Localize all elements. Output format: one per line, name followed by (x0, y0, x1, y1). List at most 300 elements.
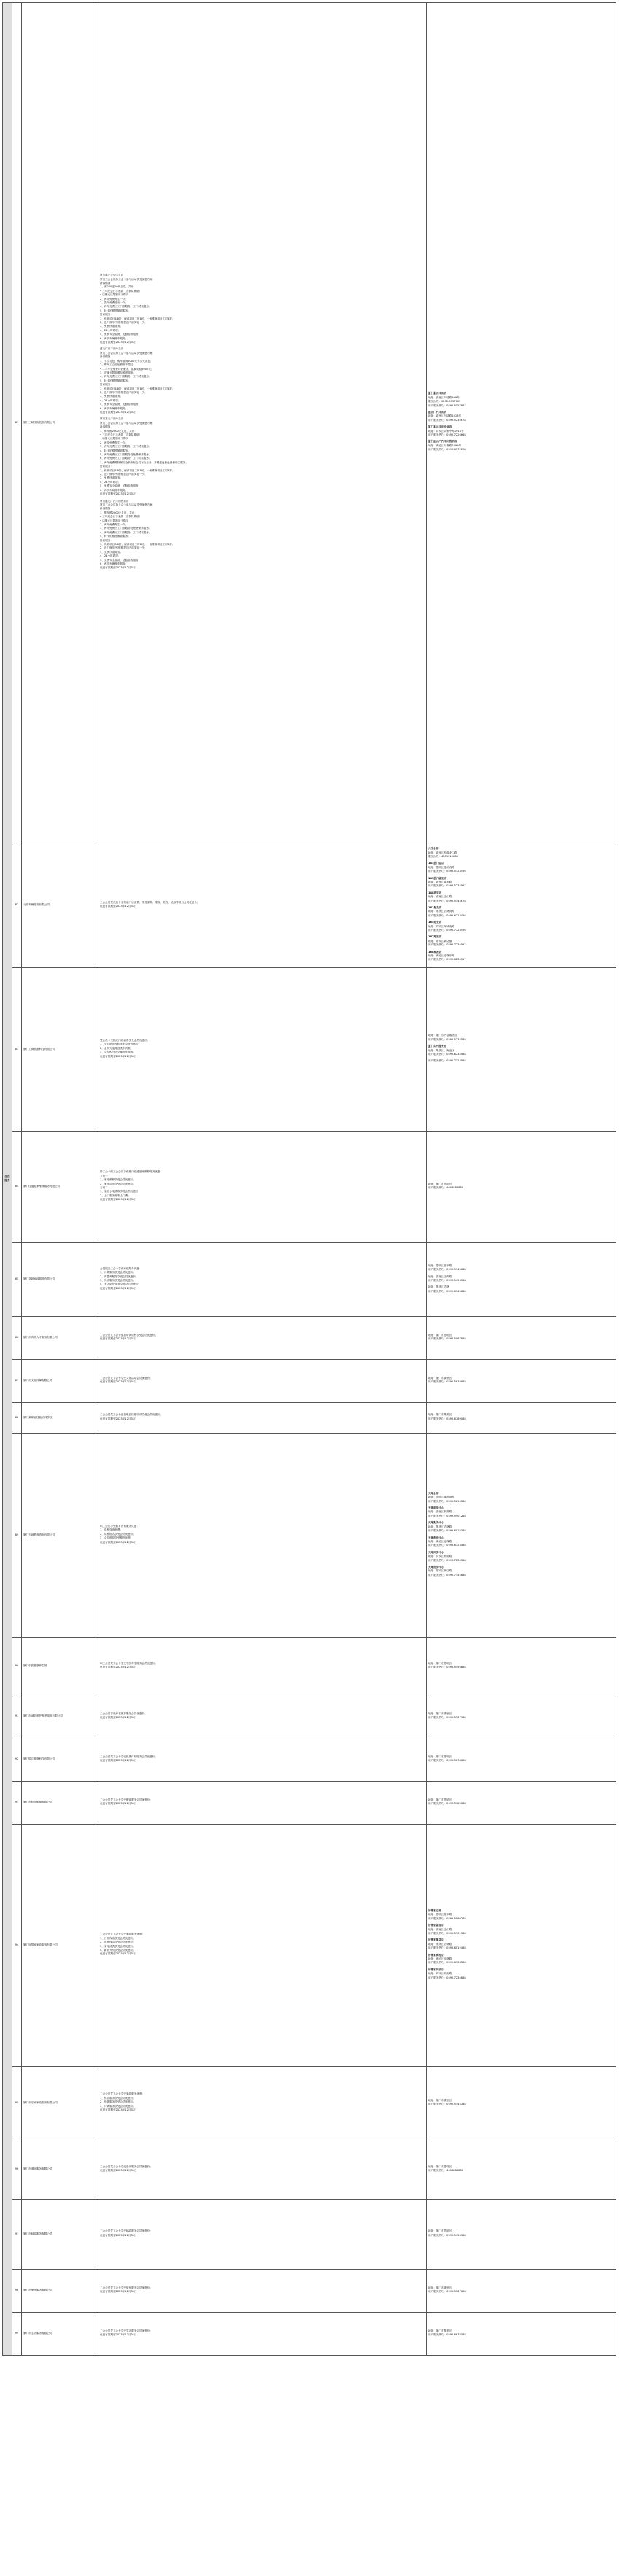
row-number: 90 (12, 1638, 22, 1695)
offer-cell (98, 1243, 427, 1317)
offer-line: 新春赠饰 (100, 425, 111, 429)
store-line: 地址：湖里区马垅路599号 (428, 395, 460, 399)
offer-line: 3、免费快道服务； (100, 550, 123, 554)
store-block (428, 1034, 614, 1042)
offer-line: 2、进厂修车/维修赠提送内部美容一次； (100, 546, 147, 550)
store-block (428, 1377, 614, 1385)
store-block (428, 1909, 614, 1921)
offer-line: 1、课程咨询免费； (100, 1528, 123, 1532)
merchant-name: 厦门市通讯服务有限公司 (22, 2140, 98, 2200)
offer-line: • 三年纪念日手表款（含套装系统） (100, 433, 142, 437)
offer-line: 厦门工会会员持工会卡参与活动享受优惠方案： (100, 503, 155, 506)
store-line: 用户服务热线：0592-5567988 (428, 1716, 466, 1719)
store-line: 用户服务热线：0592-5890188 (428, 1499, 466, 1503)
store-line: 用户服务热线：0592-5567888 (428, 1337, 466, 1340)
store-cell (427, 1360, 616, 1403)
store-line: 用户服务热线：0592-5890288 (428, 1916, 466, 1920)
offer-line: • 店铺元旦限额用于购买 (100, 293, 129, 297)
store-line: 好帮家湖里店 (428, 1924, 444, 1927)
store-line: 用户服务热线：0592-6234588 (428, 1052, 466, 1056)
table-row (3, 2313, 616, 2356)
offer-line: 4、老人陪护服务享受会员优惠价； (100, 1283, 142, 1286)
row-number: 91 (12, 1695, 22, 1738)
offer-line: 新春赠饰 (100, 507, 111, 511)
store-block (428, 891, 614, 903)
offer-line: 2、两年免费每生一次； (100, 441, 128, 444)
offer-block (100, 274, 425, 344)
offer-line: 5、转卡的赠签额面服务； (100, 379, 131, 382)
offer-line: 厦门盛元广汽丰田售后店 (100, 499, 129, 503)
store-cell (427, 968, 616, 1132)
store-line: 用户服务热线：0592-7234567 (428, 943, 466, 947)
offer-line: 工会会员凭工会卡享受通讯服务会员优惠价； (100, 2165, 152, 2168)
store-line: 厦门岛外服务点 (428, 1045, 447, 1048)
offer-line: 工会会员凭工会卡享受生活服务会员优惠价； (100, 2329, 152, 2332)
offer-line: 6、两次车辆修车服务； (100, 336, 128, 340)
offer-line: 3、两年免费出工门面服务及免费保养服务； (100, 527, 152, 530)
offer-line: 7、两年免费赠除保险全新所有会员车险业务，并赠送免检免费使用区服务； (100, 460, 188, 464)
offer-line: 工会会员凭工会卡享受配镜服务会员优惠价； (100, 1798, 152, 1801)
store-line: 用户服务热线：4008888888 (428, 2169, 464, 2172)
offer-line: 1、购车赠2000元礼包，共计： (100, 511, 137, 514)
row-number: 97 (12, 2200, 22, 2270)
offer-cell (98, 843, 427, 968)
offer-line: 1、满200送50代金券，共计： (100, 285, 136, 289)
store-line: 好帮家海沧店 (428, 1953, 444, 1957)
store-cell (427, 2067, 616, 2140)
store-cell (427, 1434, 616, 1638)
offer-line: 4、24小时救援； (100, 398, 121, 402)
merchant-name: 厦门市育英人才服务有限公司 (22, 1317, 98, 1360)
offer-line: 5、免费安全检测、轮胎检查服务； (100, 558, 142, 562)
offers-table-body (3, 3, 616, 2356)
offer-line: 6、两次车辆修车服务； (100, 406, 128, 410)
store-line: 168海沧店 (428, 950, 442, 954)
table-row (3, 1132, 616, 1243)
merchant-name: 厦门市乐家家政服务有限公司 (22, 2067, 98, 2140)
store-line: 厦门嘉元丰田专业店 (428, 425, 452, 429)
merchant-name: 元亨车辆服务有限公司 (22, 843, 98, 968)
offer-line: 3、店铺无限期赠品额度服务； (100, 371, 136, 374)
offer-line: 工会会员凭工会卡享受家政服务优惠： (100, 2092, 145, 2096)
table-row (3, 3, 616, 843)
offer-line: 售后服务： (100, 313, 113, 317)
store-line: 服务热线：0592-5557705 (428, 400, 461, 403)
offer-line: 优惠有效期至2023年12月31日 (100, 1198, 137, 1202)
offer-line: 优惠有效期至2023年12月31日 (100, 1337, 137, 1340)
offer-block (100, 1525, 425, 1544)
offer-line: 2、进厂修车/维修赠提送内部美容一次； (100, 321, 147, 325)
offer-line: 1、购车赠2000元礼包，共计： (100, 429, 137, 433)
offer-block (100, 1334, 425, 1342)
store-line: 地址：集美区杏林路 (428, 1525, 452, 1528)
store-line: 用户服务热线：0592-7123456 (428, 929, 466, 932)
store-line: 用户服务热线：0592-7226668 (428, 433, 466, 437)
offer-line: 6、两次车辆修车服务； (100, 562, 128, 566)
offer-line: 6、两年免费出工门面服务，工门试驾服务； (100, 457, 152, 460)
store-line: 用户服务热线：0592-6789088 (428, 1417, 466, 1420)
table-row (3, 1738, 616, 1782)
store-line: 用户服务热线：0592-5234588 (428, 1037, 466, 1041)
store-line: 用户服务热线：0592-7345688 (428, 1573, 466, 1577)
offer-line: 1、保养项目8.8折，保养项目工时8折，一般维修项目工时8折； (100, 317, 175, 320)
offer-line: • 三年纪念日手表款（含套装系统） (100, 515, 142, 519)
offer-line: 3、免费快道服务； (100, 476, 123, 480)
table-row (3, 968, 616, 1132)
store-block (428, 1551, 614, 1563)
store-line: 161集美店 (428, 906, 442, 909)
row-number: 94 (12, 1825, 22, 2067)
store-line: 用户服务热线：0592-5345788 (428, 2103, 466, 2105)
offer-line: 3、两年免费出工门面服务，工门试驾服务； (100, 445, 152, 449)
offer-line: 售后服务： (100, 465, 113, 468)
store-line: 地址：集美区杏林路 (428, 1942, 452, 1946)
offer-line: 2、会员充值赠送洗车次数； (100, 1046, 133, 1050)
offer-line: 3、保洁服务享受会员优惠价； (100, 1279, 136, 1282)
offer-line: 4、24小时救援； (100, 328, 121, 332)
store-line: 165同安店 (428, 921, 442, 924)
offer-line: 工会会员凭工会卡享受文化活动会员优惠价； (100, 1376, 152, 1380)
offer-cell (98, 1360, 427, 1403)
store-block (428, 2165, 614, 2173)
row-number: 82 (12, 843, 22, 968)
table-row (3, 1434, 616, 1638)
store-block (428, 1662, 614, 1670)
store-cell (427, 2313, 616, 2356)
store-cell (427, 843, 616, 968)
table-row (3, 843, 616, 968)
offer-line: 职工会员享受教育咨询服务优惠： (100, 1524, 139, 1528)
store-cell (427, 1638, 616, 1695)
store-line: 用户服务热线：0592-5901388 (428, 1931, 466, 1935)
offer-line: 工会会员凭工会卡参加培训课程享受会员优惠价； (100, 1333, 158, 1337)
offer-line: 5、转卡的赠签额面服务； (100, 309, 131, 312)
store-line: 地址：厦门市湖里区 (428, 2286, 452, 2289)
offer-cell (98, 2200, 427, 2270)
merchant-name: 厦门工商旅游科技有限公司 (22, 968, 98, 1132)
offer-line: 盛元广汽丰田专业店 (100, 347, 124, 351)
offer-block (100, 901, 425, 909)
offer-line: 售后服务： (100, 383, 113, 387)
row-number: 93 (12, 1782, 22, 1825)
store-line: 地址：思明区厦禾路 (428, 1913, 452, 1916)
offer-block (100, 417, 425, 496)
table-row (3, 1403, 616, 1434)
offer-block (100, 1712, 425, 1720)
table-row (3, 1782, 616, 1825)
offer-line: 2、保姆服务享受会员优惠价； (100, 2100, 136, 2104)
offer-line: 优惠有效期至2023年12月31日 (100, 1417, 137, 1420)
store-line: 地址：厦门市思明区 (428, 1333, 452, 1337)
offer-line: 1、保养项目8.8折，保养项目工时8折，一般维修项目工时8折； (100, 387, 175, 390)
offer-line: 3、家电清洗享受会员优惠价； (100, 1944, 136, 1948)
offer-line: 工会会员凭工会卡享受便民服务会员优惠价； (100, 2286, 152, 2289)
offer-line: 1、保养项目8.8折，保养项目工时8折，一般维修项目工时8折； (100, 468, 175, 472)
offer-line: 工会会员凭优惠卡至指定门店消费，享受保养、维修、美容、轮胎等项目会员优惠价； (100, 900, 200, 904)
store-line: 用户服务热线：0592-7234588 (428, 1558, 466, 1562)
store-line: 用户服务热线：0592-6123456 (428, 913, 466, 917)
row-number: 98 (12, 2270, 22, 2313)
store-block (428, 906, 614, 918)
store-block (428, 1968, 614, 1980)
merchant-name: 厦门某职业技能培训学校 (22, 1403, 98, 1434)
store-block (428, 1755, 614, 1763)
store-line: 地址：厦门市集美区 (428, 1413, 452, 1417)
merchant-name: 厦门市便民服务有限公司 (22, 2270, 98, 2313)
offer-line: 1、家庭水电维修享受会员优惠价； (100, 1190, 142, 1194)
store-block (428, 847, 614, 859)
offer-cell (98, 1638, 427, 1695)
store-line: 地址：海沧区沧林东路 (428, 954, 454, 958)
store-line: 用户服务热线：4008888888 (428, 1186, 464, 1189)
offer-cell (98, 2067, 427, 2140)
table-row (3, 1243, 616, 1317)
table-row (3, 2200, 616, 2270)
store-block (428, 1183, 614, 1191)
store-line: 地址：海沧区沧林路 (428, 1539, 452, 1543)
store-block (428, 1924, 614, 1935)
category-cell (3, 3, 12, 2356)
store-line: 地址：海沧区马青路1699号 (428, 444, 462, 447)
store-line: 盛元广汽丰田店 (428, 410, 447, 414)
offer-line: 3、月嫂服务享受会员优惠价； (100, 2104, 136, 2108)
offer-line: 2、两年免费每生一次； (100, 297, 128, 301)
offer-block (100, 1933, 425, 1956)
store-line: 地址：厦门市思明区 (428, 1182, 452, 1185)
store-line: 天地湖里中心 (428, 1506, 444, 1510)
offer-block (100, 1170, 425, 1202)
offer-block (100, 1413, 425, 1421)
store-line: 用户服务热线：0592-5678988 (428, 1380, 466, 1383)
store-line: 地址：集美区、海沧区 (428, 1048, 454, 1052)
offer-cell (98, 1825, 427, 2067)
offer-line: 2、购车工会礼包额度不超过： (100, 363, 136, 367)
store-block (428, 1566, 614, 1577)
store-line: 用户服务热线：0592-5456988 (428, 2233, 466, 2237)
store-line: 用户服务热线：0592-5789188 (428, 1802, 466, 1805)
store-block (428, 1492, 614, 1504)
store-cell (427, 1825, 616, 2067)
store-block (428, 1536, 614, 1548)
store-block (428, 1954, 614, 1965)
store-line: 好帮家总部 (428, 1908, 441, 1912)
offer-line: 2、上门服务免收上门费； (100, 1194, 131, 1197)
offer-block (100, 1798, 425, 1806)
row-number: 95 (12, 2067, 22, 2140)
offer-line: 优惠有效期至2023年12月31日 (100, 1540, 137, 1544)
offer-line: 售后服务： (100, 538, 113, 542)
store-line: 地址：海沧区沧林路 (428, 1957, 452, 1961)
offer-line: 优惠有效期至2023年12月31日 (100, 2333, 137, 2336)
offer-line: 1、家电维修享受会员优惠价； (100, 1178, 136, 1182)
store-cell (427, 1782, 616, 1825)
offer-line: 优惠有效期至2023年12月31日 (100, 1952, 137, 1956)
offer-line: • 二手车全免费评估服务，置换奖励8000元； (100, 367, 154, 371)
table-row (3, 2270, 616, 2313)
offer-line: 优惠有效期至2023年12月31日 (100, 1802, 137, 1805)
offer-block (100, 1662, 425, 1670)
offer-cell (98, 1434, 427, 1638)
store-line: 地址：同安区环城南路 (428, 924, 454, 928)
offer-line: 方案一 (100, 1174, 108, 1177)
store-block (428, 951, 614, 962)
table-row (3, 1638, 616, 1695)
store-line: 服务热线：4001310888 (428, 854, 458, 858)
offer-line: 1、日常保洁享受会员优惠价； (100, 1936, 136, 1940)
offer-line: 3、免费快道服务； (100, 395, 123, 398)
store-line: 地址：思明区嘉禾路 (428, 1264, 452, 1267)
offer-line: 4、新居开荒享受会员优惠价； (100, 1948, 136, 1952)
offer-line: 2、课程报名享受会员优惠价； (100, 1532, 136, 1536)
store-line: 用户服务热线：0592-5345678 (428, 899, 466, 902)
row-number: 86 (12, 1317, 22, 1360)
offer-line: 工会会员凭工会卡享受邮政服务会员优惠价； (100, 2229, 152, 2233)
offer-line: 1、保洁服务享受会员优惠价； (100, 2096, 136, 2100)
offer-block (100, 1377, 425, 1385)
store-cell (427, 2200, 616, 2270)
offer-line: 6、两次车辆修车服务； (100, 488, 128, 492)
offer-line: 5、两年免费出工门面服务及免费保养服务； (100, 453, 152, 457)
store-line: 地址：思明区莲前西路 (428, 865, 454, 869)
store-block (428, 921, 614, 932)
row-number: 81 (12, 3, 22, 843)
store-line: 143厦门总店 (428, 862, 444, 865)
offer-block (100, 2286, 425, 2294)
merchant-name: 厦门市生活服务有限公司 (22, 2313, 98, 2356)
offer-line: 优惠有效期至2023年12月31日 (100, 566, 137, 570)
offer-line: 4、两年免费出工门面服务，工门试驾服务； (100, 305, 152, 309)
offer-line: 3、我年免费选出一次； (100, 301, 128, 305)
offer-line: 厦门工会会员持工会卡参与活动享受优惠方案： (100, 277, 155, 281)
offer-line: 优惠有效期至2023年12月31日 (100, 2233, 137, 2237)
store-line: 地址：同安区城南路 (428, 1555, 452, 1558)
store-line: 地址：湖里区枋湖北二路 (428, 851, 457, 854)
store-block (428, 425, 614, 437)
offer-line: 优惠有效期至2023年12月31日 (100, 2169, 137, 2172)
store-line: 用户服务热线：0592-6234567 (428, 958, 466, 962)
offer-cell (98, 1738, 427, 1782)
offer-block (100, 1267, 425, 1291)
store-line: 地址：湖里区嘉禾路 (428, 880, 452, 883)
table-row (3, 1360, 616, 1403)
offer-line: 5、免费安全检测、轮胎检查服务； (100, 403, 142, 406)
store-block (428, 2229, 614, 2237)
store-line: 用户服务热线：0592-5456788 (428, 1279, 466, 1282)
offer-cell (98, 3, 427, 843)
merchant-name: 厦门好帮家家政服务有限公司 (22, 1825, 98, 2067)
store-block (428, 877, 614, 889)
offer-line: 3、会员推荐享受额外优惠； (100, 1536, 133, 1540)
store-line: 用户服务热线：0592-6123588 (428, 1961, 466, 1965)
table-row (3, 1695, 616, 1738)
row-number: 99 (12, 2313, 22, 2356)
offer-line: 厦门嘉元丰田专业店 (100, 417, 124, 421)
merchant-name: 厦门天地教育咨询有限公司 (22, 1434, 98, 1638)
store-line: 用户服务热线：0592-6012488 (428, 1946, 466, 1950)
store-line: 地址：集美区杏林 (428, 1285, 449, 1289)
store-line: 元亨总部 (428, 847, 439, 851)
row-number: 83 (12, 968, 22, 1132)
offer-cell (98, 1403, 427, 1434)
store-line: 地址：同安区同集中路1015号 (428, 429, 464, 433)
store-block (428, 1506, 614, 1518)
offer-line: 持工会卡的工会会员享受厦门佳通爱家维修服务优惠： (100, 1170, 163, 1174)
offer-line: 优惠有效期至2023年12月31日 (100, 410, 137, 414)
merchant-name: 厦门中医健康养生馆 (22, 1638, 98, 1695)
store-cell (427, 1132, 616, 1243)
offer-line: 2、进厂修车/维修赠提送内部美容一次； (100, 390, 147, 394)
row-number: 96 (12, 2140, 22, 2200)
offer-line: 2、家电清洗享受会员优惠价； (100, 1182, 136, 1185)
offer-cell (98, 1695, 427, 1738)
offer-line: 1、全自助洗车机洗车享受优惠价； (100, 1043, 142, 1046)
store-block (428, 1521, 614, 1533)
offers-table (2, 2, 616, 2356)
offer-line: 新春赠饰 (100, 355, 111, 359)
offer-line: 职工会员凭工会卡享受中医养生服务会员优惠价； (100, 1661, 158, 1665)
offer-cell (98, 2140, 427, 2200)
row-number: 92 (12, 1738, 22, 1782)
offer-block (100, 2165, 425, 2173)
store-line: 天地翔安中心 (428, 1565, 444, 1569)
offer-line: 5、免费安全检测、轮胎检查服务； (100, 484, 142, 488)
offer-cell (98, 1317, 427, 1360)
store-block (428, 862, 614, 873)
row-number: 85 (12, 1243, 22, 1317)
store-cell (427, 2270, 616, 2313)
store-line: 地址：厦门市湖里区 (428, 2098, 452, 2102)
store-line: 用户服务热线：0592-7234688 (428, 1976, 466, 1979)
store-block (428, 1938, 614, 1950)
store-block (428, 1334, 614, 1342)
offer-line: 厦门工会会员持工会卡参与活动享受优惠方案： (100, 421, 155, 425)
merchant-name: 厦门三峡国际投资有限公司 (22, 3, 98, 843)
store-line: 天地总部 (428, 1491, 439, 1495)
offer-cell (98, 1132, 427, 1243)
offer-block (100, 2092, 425, 2112)
store-cell (427, 1695, 616, 1738)
store-line: 天地海沧中心 (428, 1536, 444, 1539)
offer-line: 优惠有效期至2023年12月31日 (100, 1380, 137, 1383)
merchant-name: 厦门花姐家政服务有限公司 (22, 1243, 98, 1317)
store-block (428, 392, 614, 408)
offer-line: • 店铺元旦限额用于购买 (100, 437, 129, 441)
offer-block (100, 347, 425, 414)
table-row (3, 1825, 616, 2067)
merchant-name: 厦门市诚信照护养老服务有限公司 (22, 1695, 98, 1738)
store-line: 地址：同安区城南路 (428, 1972, 452, 1976)
store-line: 地址：思明区湖滨南路 (428, 1496, 454, 1499)
offer-line: 3、免费快道服务； (100, 325, 123, 328)
offer-line: 优惠有效期至2023年12月31日 (100, 1286, 137, 1290)
offer-cell (98, 968, 427, 1132)
merchant-name: 厦门市邮政服务有限公司 (22, 2200, 98, 2270)
offer-line: 会员服务工会卡享受家政服务优惠： (100, 1266, 142, 1270)
offer-block (100, 1039, 425, 1059)
store-line: 好帮家集美店 (428, 1938, 444, 1942)
offer-line: 5、转卡的赠签额面服务； (100, 535, 131, 538)
offer-cell (98, 2313, 427, 2356)
store-line: 用户服务热线：0592-5678088 (428, 1759, 466, 1762)
merchant-name: 厦门锦江健康科技有限公司 (22, 1738, 98, 1782)
store-line: 用户服务热线：0592-5567088 (428, 2290, 466, 2293)
offer-line: 4、24小时救援； (100, 554, 121, 558)
store-line: 厦门嘉元丰田店 (428, 392, 447, 395)
store-line: 148湖里店 (428, 891, 442, 894)
category-label: 生活服务 (4, 1175, 10, 1182)
offer-line: 2、进厂修车/维修赠提送内部美容一次； (100, 473, 147, 476)
store-block (428, 1712, 614, 1720)
